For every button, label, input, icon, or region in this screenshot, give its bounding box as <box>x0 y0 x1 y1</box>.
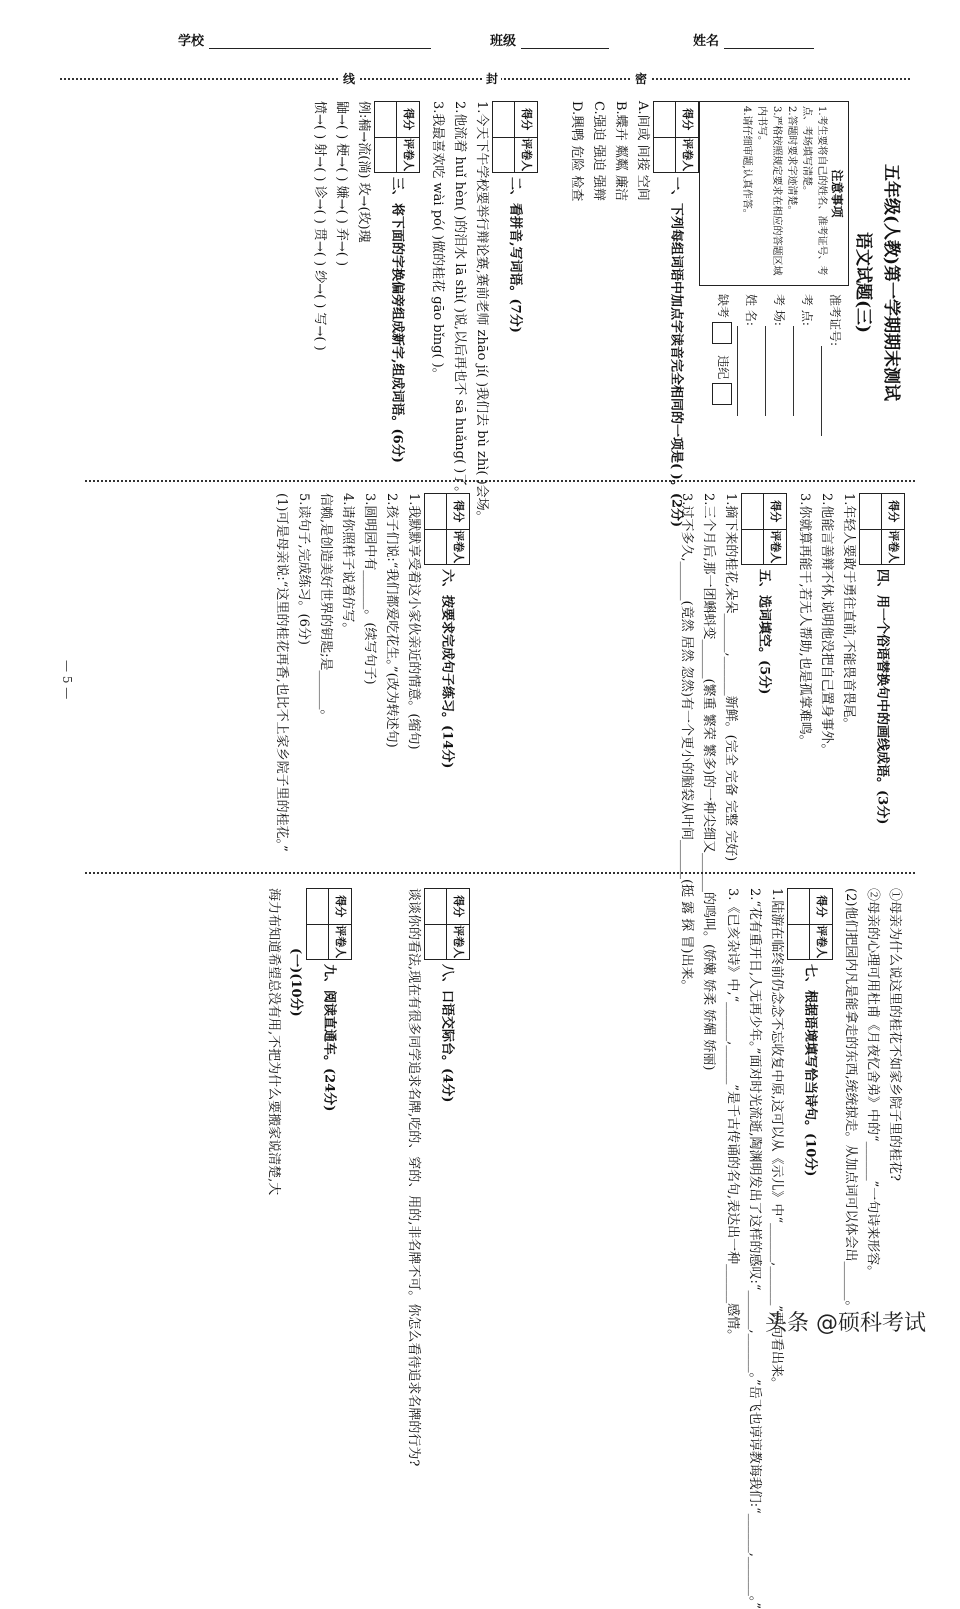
q8-title: 得分 评卷人 八、口语交际台。(4分) <box>448 888 470 1261</box>
school-blank[interactable] <box>209 34 431 49</box>
absent-checkbox[interactable] <box>713 322 733 344</box>
q1-title: 得分 评卷人 一、下列每组词语中加点字读音完全相同的一项是( )。(2分) <box>677 101 699 464</box>
id-field-ticket: 准考证号: <box>821 294 849 464</box>
name-label: 姓名 <box>693 34 720 49</box>
q2-line: 3.我最喜欢吃 wài pó( )做的桂花 gāo bǐng( )。 <box>430 101 445 381</box>
q3-line: 鼬→( ) 梗→( ) 嫌→( ) 弃→( ) <box>334 101 349 267</box>
column-divider-2 <box>85 872 915 874</box>
q7-line: 2.“花有重开日,人无再少年。”面对时光流逝,陶渊明发出了这样的感叹:“______,______。”岳飞也谆谆教诲我们:“______,______。” <box>747 888 762 1609</box>
q1-option: A.间或 间接 空间 <box>635 101 650 201</box>
q9-title: 得分 评卷人 九、阅读直通车。(24分) <box>330 888 352 1261</box>
column-divider-1 <box>85 480 915 482</box>
q7-title: 得分 评卷人 七、根据语境填写恰当诗句。(10分) <box>811 888 833 1261</box>
seal-char-xian: 线 <box>340 70 358 87</box>
q1-option: C.强迫 强迫 强辩 <box>591 101 606 201</box>
q7-line: 3.《已亥杂诗》中,“______,______”是千古传诵的名句,表达出一种______感情。 <box>725 888 740 1343</box>
q4-line: 3.你就算再能干,若无人帮助,也是孤掌难鸣。 <box>797 493 812 748</box>
q5-line: 1.摘下来的桂花,朵朵______,______新鲜。(完全 完备 完整 完好) <box>723 493 738 862</box>
q1-option: D.興鸭 危险 检查 <box>569 101 584 202</box>
discipline-checkbox[interactable] <box>713 383 733 405</box>
page-number: — 5 — <box>60 660 74 700</box>
notice-box <box>699 101 849 286</box>
class-label: 班级 <box>490 34 517 49</box>
notice-line: 3.严格按照规定要求在相应的答题区域内书写。 <box>756 106 782 276</box>
info-area <box>699 101 849 464</box>
id-fields <box>699 294 849 464</box>
q6-line: (1)可是母亲说:“这里的桂花再香,也比不上家乡院子里的桂花。” <box>274 493 289 852</box>
q4-title: 得分 评卷人 四、用一个俗语替换句中的画线成语。(3分) <box>883 493 905 861</box>
q1-option: B.蝶卉 粼粼 廉洁 <box>613 101 628 201</box>
seal-char-mi: 密 <box>632 70 650 87</box>
q9-sub: (一)(10分) <box>288 948 303 1017</box>
q2-title: 得分 评卷人 二、看拼音,写词语。(7分) <box>516 101 538 464</box>
q2-line: 2.他流着 huǐ hèn( )的泪水 lā shì( )说,以后再也不 sā huǎng( )了。 <box>452 101 467 500</box>
q5-title: 得分 评卷人 五、选词填空。(5分) <box>765 493 787 861</box>
q4-line: 2.他能言善辩不休,说明他没把自己置身事外。 <box>819 493 834 757</box>
q3-line: 例:楠→流(淌) 玫→(玫)瑰 <box>356 101 371 243</box>
q3-line: 愤→( ) 射→( ) 诊→( ) 贯→( ) 纱→( ) 写→( ) <box>312 101 327 351</box>
q7-line: 1.陆游在临终前仍念念不忘收复中原,这可以从《示儿》中“______,______”两句看出来。 <box>769 888 784 1390</box>
q6-line: 2.孩子们说:“我们都爱吃花生。”(改为转述句) <box>384 493 399 748</box>
q8-line: 谈谈你的看法,现在有很多同学追求名牌,吃的、穿的、用的,非名牌不可。你怎么看待追求名牌的行为? <box>406 888 421 1467</box>
notice-line: 2.答题时要求字迹清楚。 <box>786 106 797 216</box>
school-label: 学校 <box>178 34 205 49</box>
q5-line: 2.三个月后,那一团蝌蚪变______(繁重 繁荣 繁多)的一种尖细又______的鸣叫。(娇嫩 娇柔 娇媚 娇丽) <box>701 493 716 1071</box>
notice-line: 1.考生要将自己的姓名、准考证号、考点、考场填写清楚。 <box>801 106 827 276</box>
absence-row: 缺考 违纪 <box>709 294 737 464</box>
school-field <box>178 30 431 49</box>
seal-char-feng: 封 <box>483 70 501 87</box>
column-2b <box>50 487 470 867</box>
q6-line: 1.我默默享受着这小家伙亲近的情意。(缩句) <box>406 493 421 750</box>
column-1b <box>68 95 538 524</box>
exam-title: 五年级(人教)第一学期期末测试 <box>881 163 901 402</box>
notice-line: 4.请仔细审题,认真作答。 <box>741 106 752 219</box>
q6-line: 3.圆明园中有______。(续写句子) <box>362 493 377 685</box>
exam-subtitle: 语文试题(三) <box>853 231 873 334</box>
q6-cont-line: ①母亲为什么说这里的桂花不如家乡院子里的桂花? <box>887 888 902 1181</box>
name-field <box>693 30 814 49</box>
class-blank[interactable] <box>521 34 609 49</box>
q3-title: 得分 评卷人 三、将下面的字换偏旁组成新字,组成词语。(6分) <box>398 101 420 464</box>
class-field <box>490 30 609 49</box>
q4-line: 1.年轻人要敢于勇往直前,不能畏首畏尾。 <box>841 493 856 731</box>
name-blank[interactable] <box>724 34 814 49</box>
q9-text: 海力布知道希望总没有用,不把为什么要搬家说清楚,大 <box>266 888 281 1196</box>
q6-cont-line: (2)他们把园内凡是能拿走的东西,统统掠走。从加点词可以体会出______。 <box>843 888 858 1314</box>
column-3b <box>50 882 470 1467</box>
notice-title: 注意事项 <box>830 169 844 218</box>
q2-line: 1.今天下午学校要举行辩论赛,赛前老师 zhāo jí( )我们去 bù zhì( )会场。 <box>474 101 489 524</box>
q6-title: 得分 评卷人 六、按要求完成句子练习。(14分) <box>448 493 470 861</box>
id-field-site: 考 点: <box>793 294 821 464</box>
q5-line: 3.过不多久,______(竟然 居然 忽然)有一个更小的脑袋从叶间______(挺 露 探 冒)出来。 <box>679 493 694 993</box>
q6-line: 5.读句子,完成练习。(6分) <box>296 493 311 645</box>
id-field-name: 姓 名: <box>737 294 765 464</box>
q6-cont-line: ②母亲的心理可用杜甫《月夜忆舍弟》中的“______”一句诗来形容。 <box>865 888 880 1279</box>
watermark: 头条 @硕科考试 <box>765 1311 926 1336</box>
q6-line: 信赖,是创造美好世界的钥匙;是______。 <box>318 493 333 723</box>
q6-line: 4.请你照样子说着仿写。 <box>340 493 355 636</box>
id-field-room: 考 场: <box>765 294 793 464</box>
